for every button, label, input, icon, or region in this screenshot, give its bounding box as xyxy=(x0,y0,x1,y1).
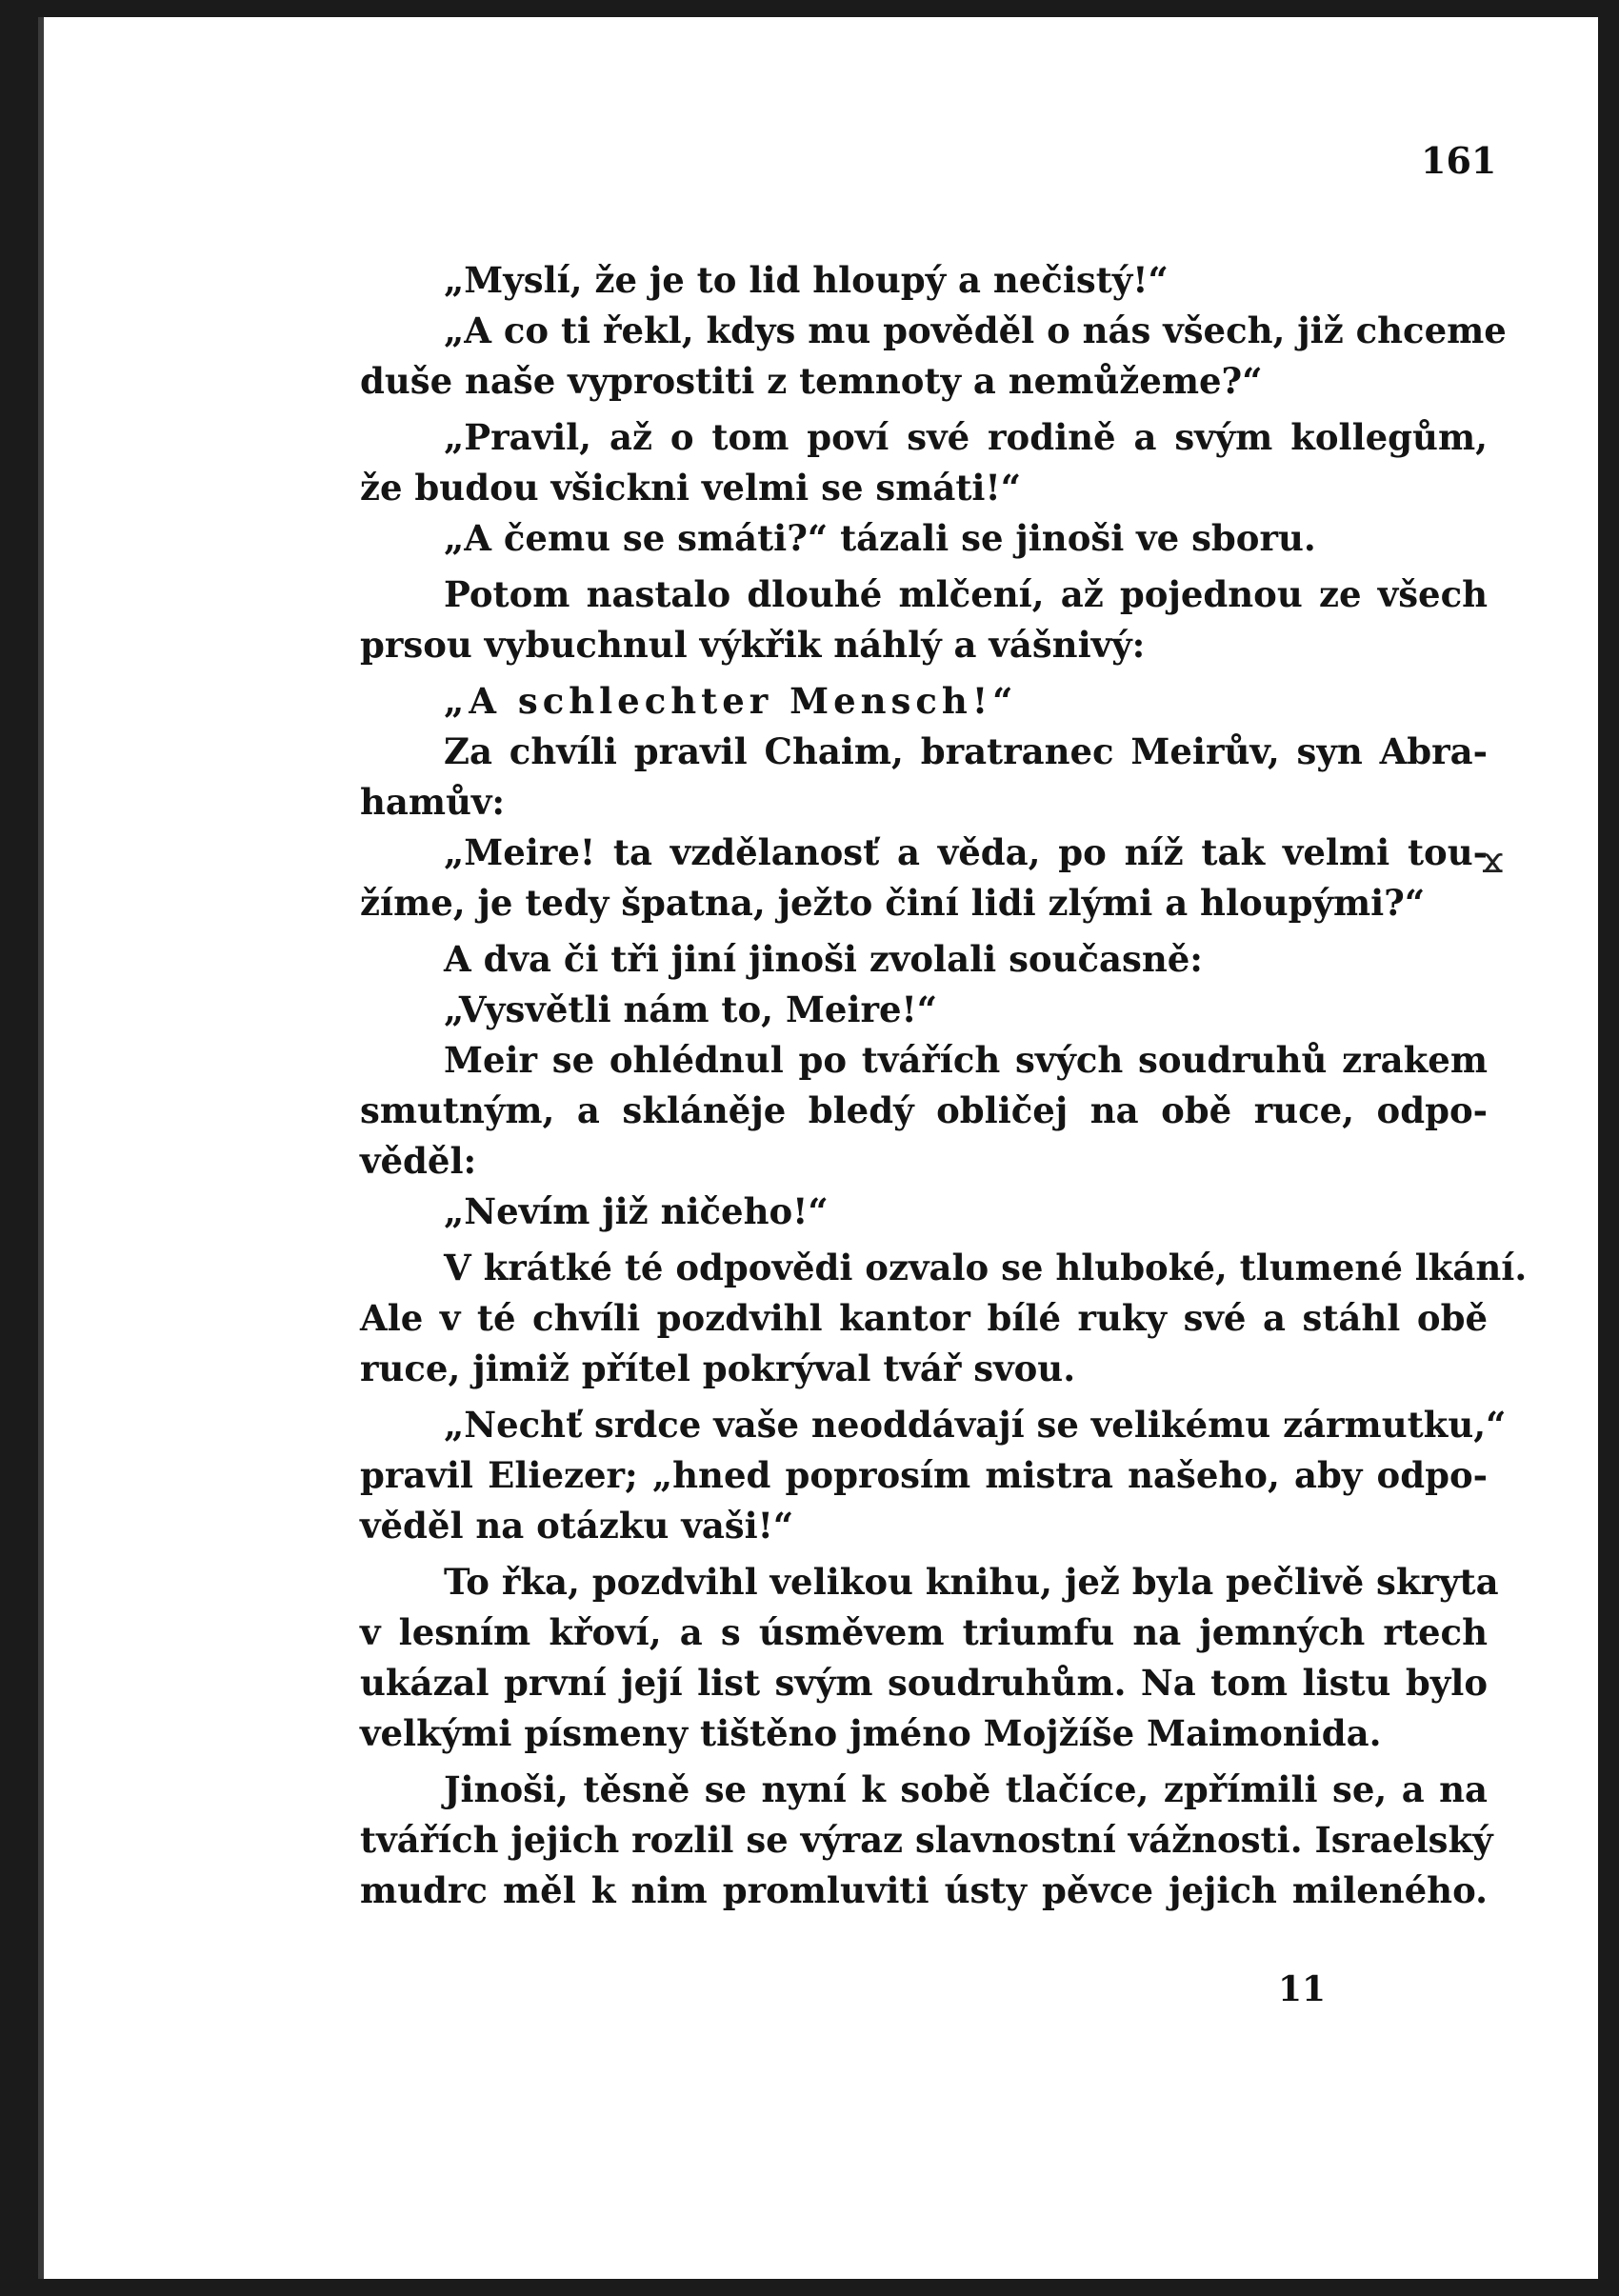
text-line: Jinoši, těsně se nyní k sobě tlačíce, zpřímili se, a na xyxy=(444,1768,1488,1810)
text-line: velkými písmeny tištěno jméno Mojžíše Maimonida. xyxy=(360,1712,1382,1754)
text-line: pravil Eliezer; „hned poprosím mistra našeho, aby odpo- xyxy=(360,1454,1488,1496)
margin-annotation: ϫ xyxy=(1482,842,1504,881)
text-line: duše naše vyprostiti z temnoty a nemůžeme?“ xyxy=(360,360,1263,402)
text-line: V krátké té odpovědi ozvalo se hluboké, tlumené lkání. xyxy=(444,1247,1528,1288)
text-line: mudrc měl k nim promluviti ústy pěvce jejich mileného. xyxy=(360,1869,1488,1911)
text-line: „A čemu se smáti?“ tázali se jinoši ve sboru. xyxy=(444,517,1316,559)
text-line: A dva či tři jiní jinoši zvolali současně: xyxy=(444,938,1203,980)
text-line: „Pravil, až o tom poví své rodině a svým kollegům, xyxy=(444,416,1488,458)
text-line: Za chvíli pravil Chaim, bratranec Meirův, syn Abra- xyxy=(444,730,1488,772)
text-line: v lesním křoví, a s úsměvem triumfu na jemných rtech xyxy=(360,1611,1488,1653)
page-number: 161 xyxy=(1421,139,1497,182)
text-line: smutným, a skláněje bledý obličej na obě ruce, odpo- xyxy=(360,1089,1488,1131)
text-line: „A schlechter Mensch!“ xyxy=(444,680,1018,722)
text-line: „Nevím již ničeho!“ xyxy=(444,1190,829,1232)
text-line: věděl na otázku vaši!“ xyxy=(360,1505,794,1547)
text-line: Meir se ohlédnul po tvářích svých soudruhů zrakem xyxy=(444,1039,1488,1081)
text-line: „Nechť srdce vaše neoddávají se velikému zármutku,“ xyxy=(444,1404,1507,1446)
text-line: ukázal první její list svým soudruhům. Na tom listu bylo xyxy=(360,1662,1488,1704)
body-text xyxy=(360,255,1528,1916)
text-line: „Myslí, že je to lid hloupý a nečistý!“ xyxy=(444,259,1169,301)
signature-mark: 11 xyxy=(1278,1969,1327,2009)
text-line: prsou vybuchnul výkřik náhlý a vášnivý: xyxy=(360,624,1146,666)
book-page xyxy=(38,17,1598,2279)
text-line: že budou všickni velmi se smáti!“ xyxy=(360,467,1021,509)
text-line: „Meire! ta vzdělanosť a věda, po níž tak velmi tou- xyxy=(444,831,1488,873)
text-line: ruce, jimiž přítel pokrýval tvář svou. xyxy=(360,1348,1076,1389)
text-line: Ale v té chvíli pozdvihl kantor bílé ruky své a stáhl obě xyxy=(360,1297,1488,1339)
text-line: To řka, pozdvihl velikou knihu, jež byla pečlivě skryta xyxy=(444,1561,1499,1603)
text-line: „Vysvětli nám to, Meire!“ xyxy=(444,988,938,1030)
text-line: Potom nastalo dlouhé mlčení, až pojednou ze všech xyxy=(444,573,1488,615)
text-line: tvářích jejich rozlil se výraz slavnostní vážnosti. Israelský xyxy=(360,1819,1493,1861)
text-line: žíme, je tedy špatna, ježto činí lidi zlými a hloupými?“ xyxy=(360,882,1426,924)
text-line: věděl: xyxy=(360,1140,477,1182)
text-line: hamův: xyxy=(360,781,506,823)
text-line: „A co ti řekl, kdys mu pověděl o nás všech, již chceme xyxy=(444,309,1507,351)
